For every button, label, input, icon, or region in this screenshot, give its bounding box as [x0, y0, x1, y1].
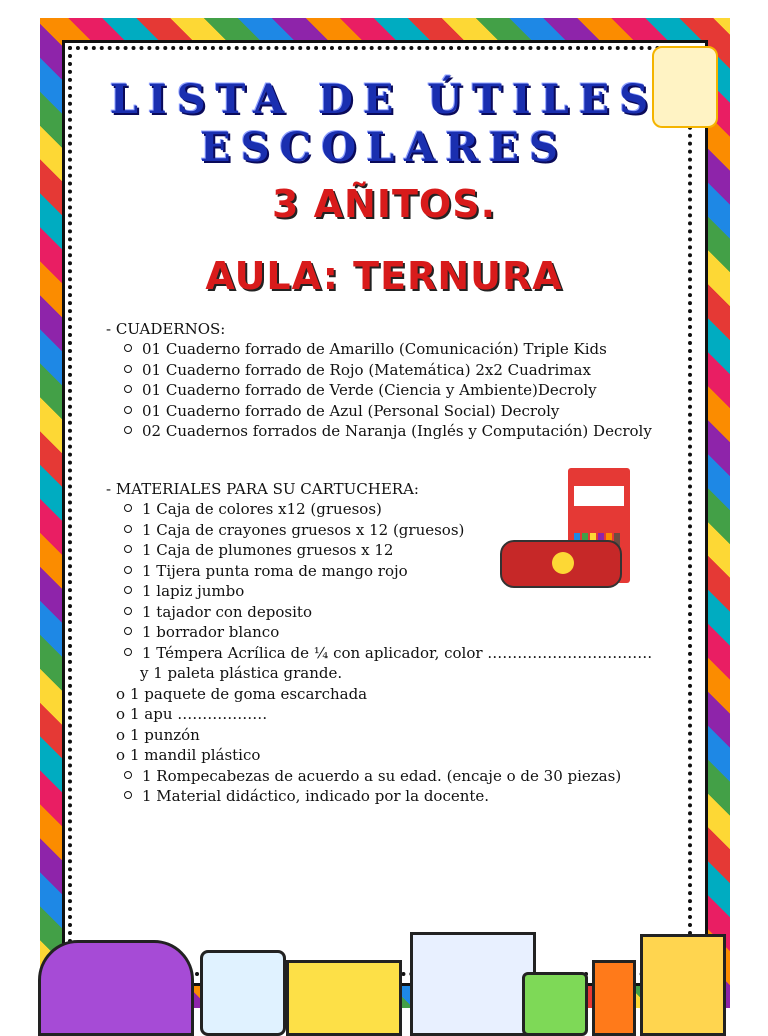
list-item: 01 Cuaderno forrado de Rojo (Matemática) 2x2 Cuadrimax — [124, 360, 652, 381]
materiales-heading: - MATERIALES PARA SU CARTUCHERA: — [106, 480, 419, 498]
circle-bullet-icon — [124, 365, 132, 373]
list-item: 1 borrador blanco — [124, 622, 652, 643]
cuadernos-list — [124, 339, 652, 442]
title-line-1: LISTA DE ÚTILES — [109, 76, 659, 123]
sharpener-icon — [522, 972, 588, 1036]
circle-bullet-icon — [124, 525, 132, 533]
list-item: 1 Material didáctico, indicado por la docente. — [124, 786, 652, 807]
title-line-2: ESCOLARES — [200, 124, 568, 171]
backpack-icon — [38, 940, 194, 1036]
circle-bullet-icon — [124, 771, 132, 779]
list-item: 01 Cuaderno forrado de Amarillo (Comunicación) Triple Kids — [124, 339, 652, 360]
list-item: 1 Caja de colores x12 (gruesos) — [124, 499, 652, 520]
list-item: 01 Cuaderno forrado de Azul (Personal Social) Decroly — [124, 401, 652, 422]
circle-bullet-icon — [124, 504, 132, 512]
glue-icon — [200, 950, 286, 1036]
school-supplies-illustration — [0, 920, 768, 1024]
list-item: 1 Témpera Acrílica de ¼ con aplicador, color …………………………… — [124, 643, 652, 664]
circle-bullet-icon — [124, 545, 132, 553]
crayon-icon — [592, 960, 636, 1036]
circle-bullet-icon — [124, 385, 132, 393]
list-item: 01 Cuaderno forrado de Verde (Ciencia y Ambiente)Decroly — [124, 380, 652, 401]
list-item-continuation: y 1 paleta plástica grande. — [140, 664, 343, 682]
list-item: 02 Cuadernos forrados de Naranja (Inglés y Computación) Decroly — [124, 421, 652, 442]
circle-bullet-icon — [124, 586, 132, 594]
ruler-icon — [640, 934, 726, 1036]
circle-bullet-icon — [124, 566, 132, 574]
classroom-heading: AULA: TERNURA — [205, 254, 563, 298]
circle-bullet-icon — [124, 344, 132, 352]
circle-bullet-icon — [124, 406, 132, 414]
list-item: 1 Caja de plumones gruesos x 12 — [124, 540, 652, 561]
list-item: 1 Rompecabezas de acuerdo a su edad. (encaje o de 30 piezas) — [124, 766, 652, 787]
circle-bullet-icon — [124, 627, 132, 635]
list-item: o 1 paquete de goma escarchada — [116, 684, 368, 703]
list-item: 1 Caja de crayones gruesos x 12 (gruesos) — [124, 520, 652, 541]
list-item: o 1 punzón — [116, 725, 200, 744]
cuadernos-heading: - CUADERNOS: — [106, 320, 226, 338]
age-heading: 3 AÑITOS. — [271, 182, 497, 226]
list-item: 1 tajador con deposito — [124, 602, 652, 623]
circle-bullet-icon — [124, 791, 132, 799]
list-item: 1 lapiz jumbo — [124, 581, 652, 602]
pencil-case-image — [500, 540, 622, 588]
circle-bullet-icon — [124, 648, 132, 656]
notebook-icon — [410, 932, 536, 1036]
circle-bullet-icon — [124, 426, 132, 434]
crayon-box-icon — [286, 960, 402, 1036]
list-item: o 1 apu ……………… — [116, 705, 268, 723]
list-item: o 1 mandil plástico — [116, 746, 261, 764]
list-item: 1 Tijera punta roma de mango rojo — [124, 561, 652, 582]
circle-bullet-icon — [124, 607, 132, 615]
